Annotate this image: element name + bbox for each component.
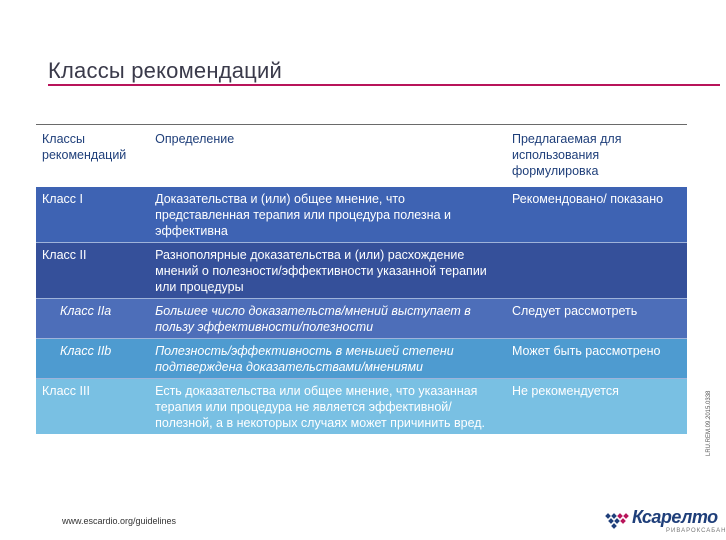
logo-subtitle: РИВАРОКСАБАН (666, 528, 726, 534)
cell-wording: Не рекомендуется (506, 379, 687, 435)
cell-wording: Следует рассмотреть (506, 299, 687, 339)
table-row-class-iii (36, 379, 687, 435)
recommendation-classes-table (36, 125, 687, 434)
table-header-row (36, 125, 687, 187)
table-row-class-i (36, 187, 687, 243)
cell-class: Класс III (36, 379, 149, 435)
title-rule (48, 84, 720, 86)
logo-name: Ксарелто (632, 507, 718, 527)
cell-definition: Есть доказательства или общее мнение, что указанная терапия или процедура не является эффективной/полезной, а в некоторых случаях может причинить вред. (149, 379, 506, 435)
footer-url: www.escardio.org/guidelines (62, 516, 177, 526)
table-row-class-ii (36, 243, 687, 299)
cell-class: Класс I (36, 187, 149, 243)
header-wording: Предлагаемая для использования формулировка (506, 125, 687, 187)
cell-definition: Доказательства и (или) общее мнение, что представленная терапия или процедура полезна и эффективна (149, 187, 506, 243)
cell-class: Класс IIb (36, 339, 149, 379)
header-classes: Классы рекомендаций (36, 125, 149, 187)
table-row-class-iib (36, 339, 687, 379)
slide-title: Классы рекомендаций (48, 58, 282, 83)
cell-definition: Полезность/эффективность в меньшей степени подтверждена доказательствами/мнениями (149, 339, 506, 379)
table-row-class-iia (36, 299, 687, 339)
logo-mark-icon (604, 508, 634, 538)
cell-class: Класс II (36, 243, 149, 299)
cell-wording (506, 243, 687, 299)
header-definition: Определение (149, 125, 506, 187)
brand-logo (604, 506, 726, 536)
side-reference-code: LRU.REM.09.2015.0338 (706, 390, 712, 456)
cell-wording: Рекомендовано/ показано (506, 187, 687, 243)
cell-definition: Разнополярные доказательства и (или) расхождение мнений о полезности/эффективности указанной терапии или процедуры (149, 243, 506, 299)
cell-class: Класс IIa (36, 299, 149, 339)
cell-wording: Может быть рассмотрено (506, 339, 687, 379)
cell-definition: Большее число доказательств/мнений выступает в пользу эффективности/полезности (149, 299, 506, 339)
